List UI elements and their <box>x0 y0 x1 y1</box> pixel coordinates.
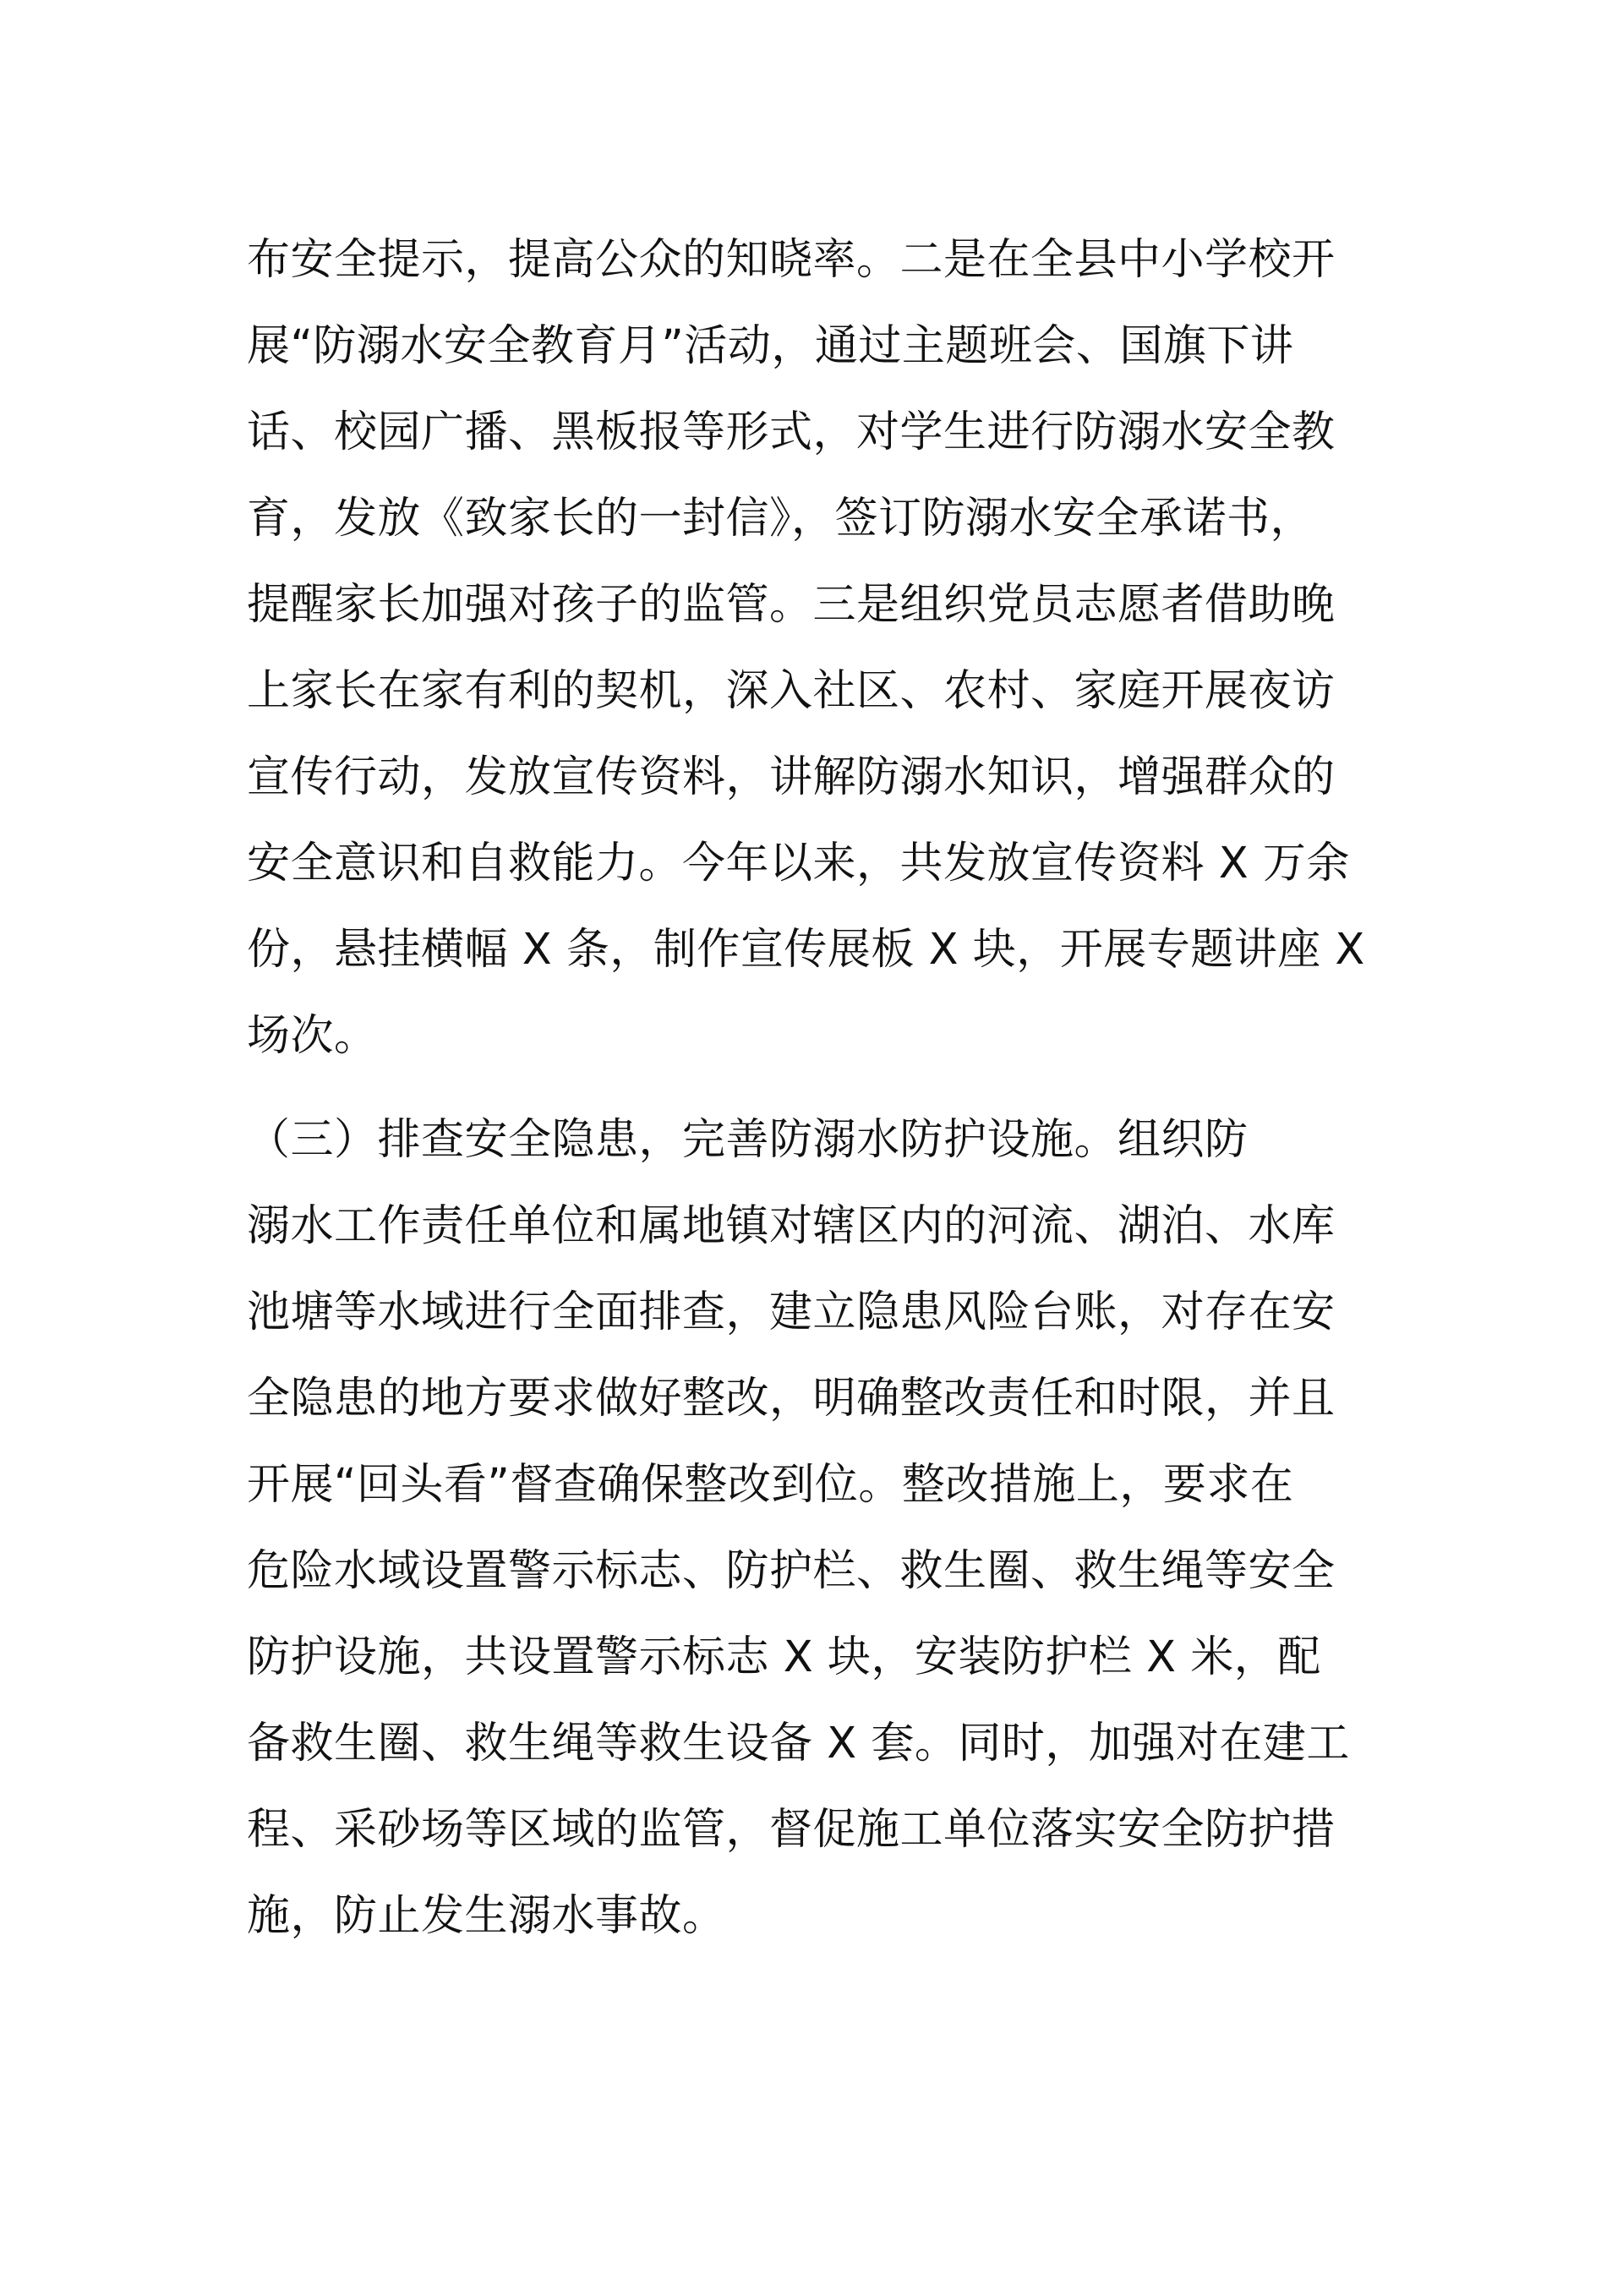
text-line: 展“防溺水安全教育月”活动，通过主题班会、国旗下讲 <box>247 321 1294 371</box>
text-line: 育，发放《致家长的一封信》，签订防溺水安全承诺书， <box>247 494 1314 544</box>
text-line: 上家长在家有利的契机，深入社区、农村、家庭开展夜访 <box>247 666 1336 716</box>
text-line: 开展“回头看”督查确保整改到位。整改措施上，要求在 <box>247 1460 1294 1510</box>
paragraph-publicity <box>247 217 1396 1080</box>
text-line: 布安全提示，提高公众的知晓率。二是在全县中小学校开 <box>247 235 1336 285</box>
text-line: 池塘等水域进行全面排查，建立隐患风险台账，对存在安 <box>247 1287 1336 1337</box>
text-line: （三）排查安全隐患，完善防溺水防护设施。组织防 <box>247 1115 1249 1165</box>
text-line: 防护设施，共设置警示标志 X 块，安装防护栏 X 米，配 <box>247 1632 1321 1682</box>
text-line: 提醒家长加强对孩子的监管。三是组织党员志愿者借助晚 <box>247 580 1336 630</box>
text-line: 危险水域设置警示标志、防护栏、救生圈、救生绳等安全 <box>247 1546 1336 1596</box>
text-line: 场次。 <box>247 1011 378 1061</box>
text-line: 份，悬挂横幅 X 条，制作宣传展板 X 块，开展专题讲座 X <box>247 925 1365 975</box>
text-line: 宣传行动，发放宣传资料，讲解防溺水知识，增强群众的 <box>247 752 1336 802</box>
text-line: 全隐患的地方要求做好整改，明确整改责任和时限，并且 <box>247 1374 1336 1424</box>
text-line: 程、采砂场等区域的监管，督促施工单位落实安全防护措 <box>247 1805 1336 1855</box>
paragraph-hazard-inspection <box>247 1097 1396 1960</box>
text-line: 安全意识和自救能力。今年以来，共发放宣传资料 X 万余 <box>247 839 1350 888</box>
text-line: 话、校园广播、黑板报等形式，对学生进行防溺水安全教 <box>247 407 1336 457</box>
text-line: 溺水工作责任单位和属地镇对辖区内的河流、湖泊、水库 <box>247 1201 1336 1251</box>
text-line: 备救生圈、救生绳等救生设备 X 套。同时，加强对在建工 <box>247 1719 1350 1768</box>
text-line: 施，防止发生溺水事故。 <box>247 1891 726 1941</box>
